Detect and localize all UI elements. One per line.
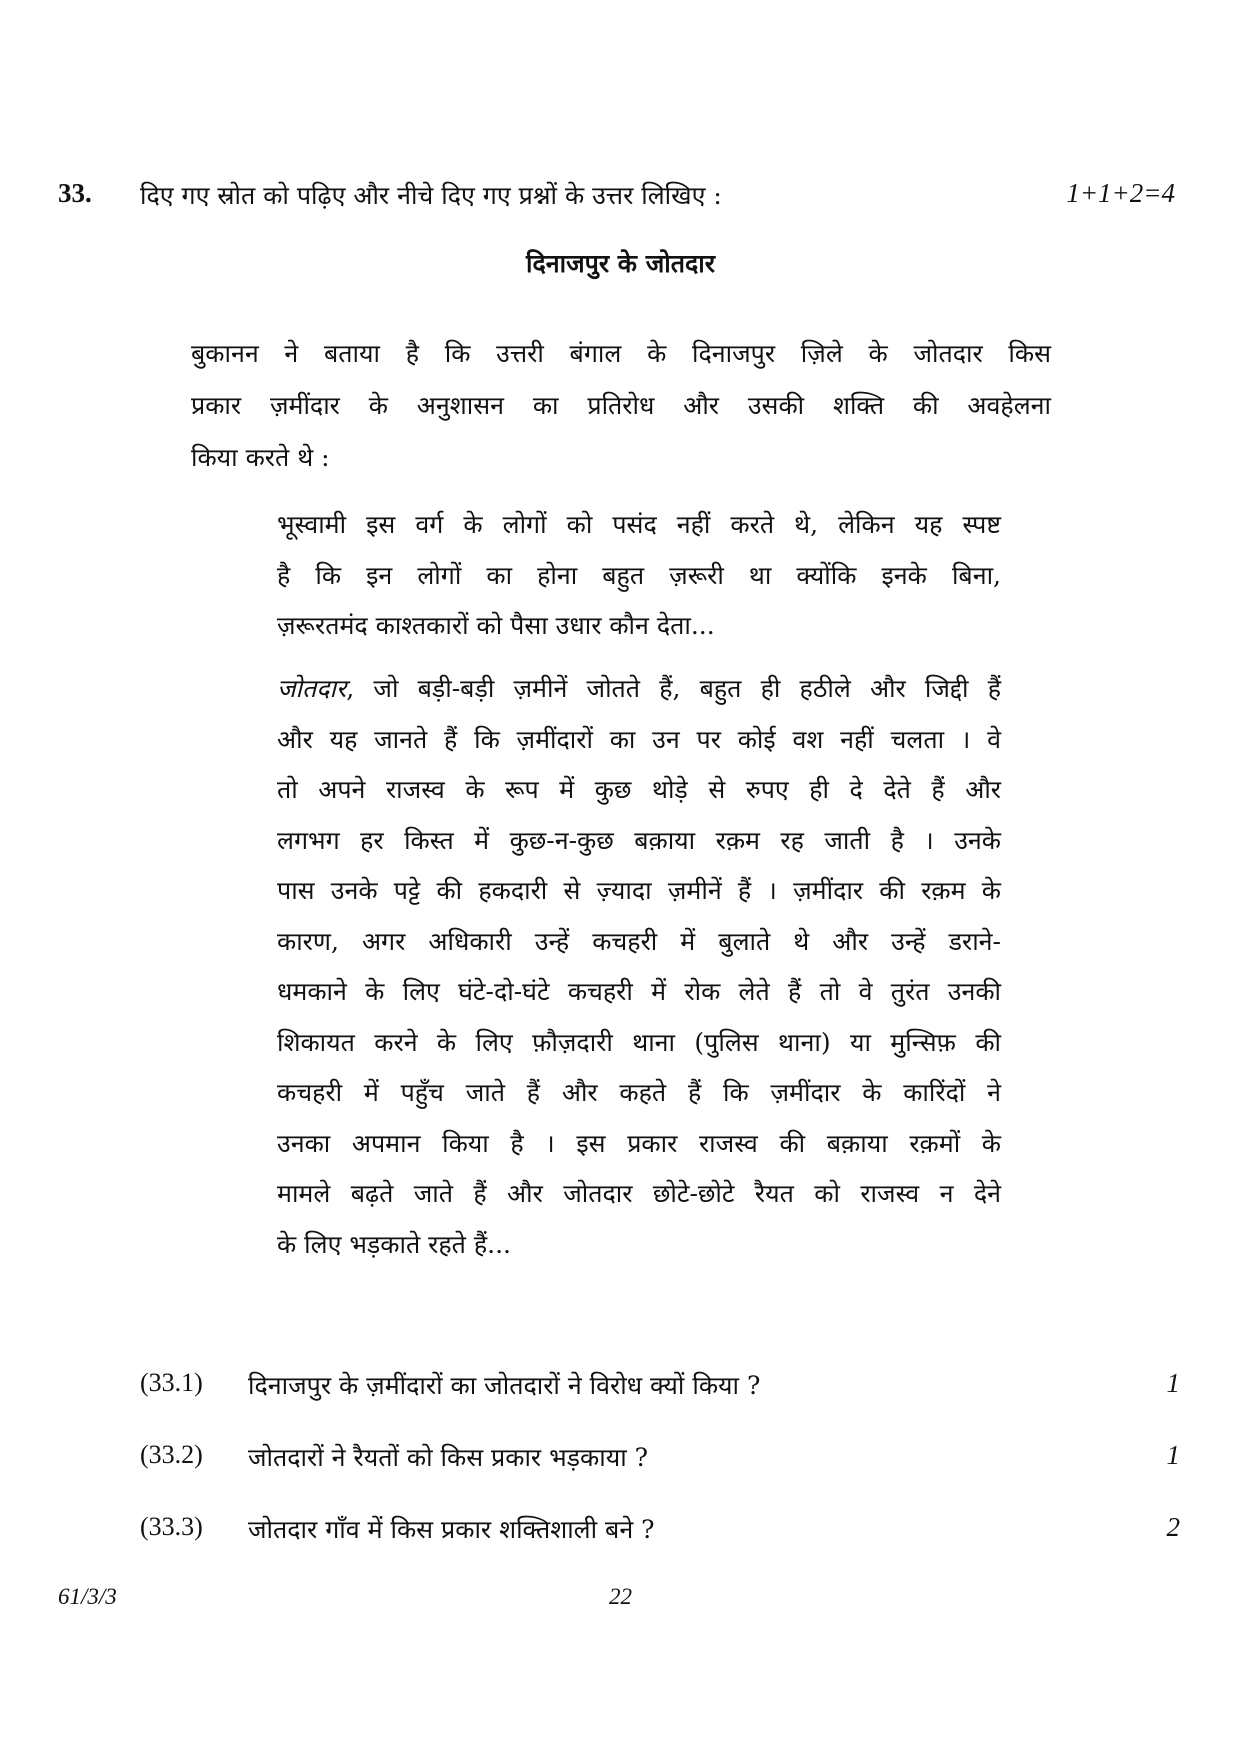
quote-line: उनका अपमान किया है । इस प्रकार राजस्व की बक़ाया रक़मों के xyxy=(277,1128,1001,1158)
question-instruction: दिए गए स्रोत को पढ़िए और नीचे दिए गए प्रश्नों के उत्तर लिखिए : xyxy=(140,181,722,210)
question-number: 33. xyxy=(58,178,92,208)
sub-question-marks: 1 xyxy=(1166,1440,1180,1470)
quote-line: मामले बढ़ते जाते हैं और जोतदार छोटे-छोटे रैयत को राजस्व न देने xyxy=(277,1179,1001,1208)
quote-paragraph-1 xyxy=(277,500,1001,652)
quote-line-first xyxy=(277,664,1001,715)
question-marks: 1+1+2=4 xyxy=(1066,178,1175,208)
quote-line: पास उनके पट्टे की हकदारी से ज़्यादा ज़मीनें हैं । ज़मींदार की रक़म के xyxy=(277,876,1001,905)
page-number: 22 xyxy=(609,1584,632,1609)
quote-line: भूस्वामी इस वर्ग के लोगों को पसंद नहीं करते थे, लेकिन यह स्पष्ट xyxy=(277,510,1001,539)
quote-line: धमकाने के लिए घंटे-दो-घंटे कचहरी में रोक लेते हैं तो वे तुरंत उनकी xyxy=(277,977,1001,1006)
quote-line: तो अपने राजस्व के रूप में कुछ थोड़े से रुपए ही दे देते हैं और xyxy=(277,775,1001,804)
sub-question-marks: 2 xyxy=(1166,1512,1180,1542)
sub-question-text: दिनाजपुर के ज़मींदारों का जोतदारों ने विरोध क्यों किया ? xyxy=(248,1371,761,1400)
quote-italic-word: जोतदार xyxy=(277,674,347,703)
intro-line: किया करते थे : xyxy=(191,443,330,472)
source-intro xyxy=(191,328,1051,484)
quote-line: है कि इन लोगों का होना बहुत ज़रूरी था क्योंकि इनके बिना, xyxy=(277,560,1001,590)
sub-question-number: (33.3) xyxy=(140,1512,203,1541)
quote-line-first-rest: , जो बड़ी-बड़ी ज़मीनें जोतते हैं, बहुत ही हठीले और जिद्दी हैं xyxy=(346,674,1001,703)
quote-line: लगभग हर किस्त में कुछ-न-कुछ बक़ाया रक़म रह जाती है । उनके xyxy=(277,825,1001,855)
quote-line: ज़रूरतमंद काश्तकारों को पैसा उधार कौन देता... xyxy=(277,611,715,640)
sub-question xyxy=(140,1512,1180,1552)
sub-question xyxy=(140,1368,1180,1408)
sub-question-number: (33.1) xyxy=(140,1368,203,1397)
sub-question xyxy=(140,1440,1180,1480)
paper-code: 61/3/3 xyxy=(58,1584,117,1609)
quote-paragraph-2 xyxy=(277,664,1001,1270)
quote-line: के लिए भड़काते रहते हैं... xyxy=(277,1229,511,1259)
sub-question-text: जोतदारों ने रैयतों को किस प्रकार भड़काया ? xyxy=(248,1443,649,1472)
quote-line: शिकायत करने के लिए फ़ौज़दारी थाना (पुलिस थाना) या मुन्सिफ़ की xyxy=(277,1027,1001,1057)
quote-line: और यह जानते हैं कि ज़मींदारों का उन पर कोई वश नहीं चलता । वे xyxy=(277,724,1001,754)
sub-question-marks: 1 xyxy=(1166,1368,1180,1398)
intro-line: प्रकार ज़मींदार के अनुशासन का प्रतिरोध और उसकी शक्ति की अवहेलना xyxy=(191,391,1051,420)
source-title: दिनाजपुर के जोतदार xyxy=(526,249,715,278)
sub-question-number: (33.2) xyxy=(140,1440,203,1469)
quote-line: कारण, अगर अधिकारी उन्हें कचहरी में बुलाते थे और उन्हें डराने- xyxy=(277,926,1001,956)
sub-question-text: जोतदार गाँव में किस प्रकार शक्तिशाली बने ? xyxy=(248,1515,655,1544)
quote-line: कचहरी में पहुँच जाते हैं और कहते हैं कि ज़मींदार के कारिंदों ने xyxy=(277,1078,1001,1107)
intro-line: बुकानन ने बताया है कि उत्तरी बंगाल के दिनाजपुर ज़िले के जोतदार किस xyxy=(191,339,1051,368)
